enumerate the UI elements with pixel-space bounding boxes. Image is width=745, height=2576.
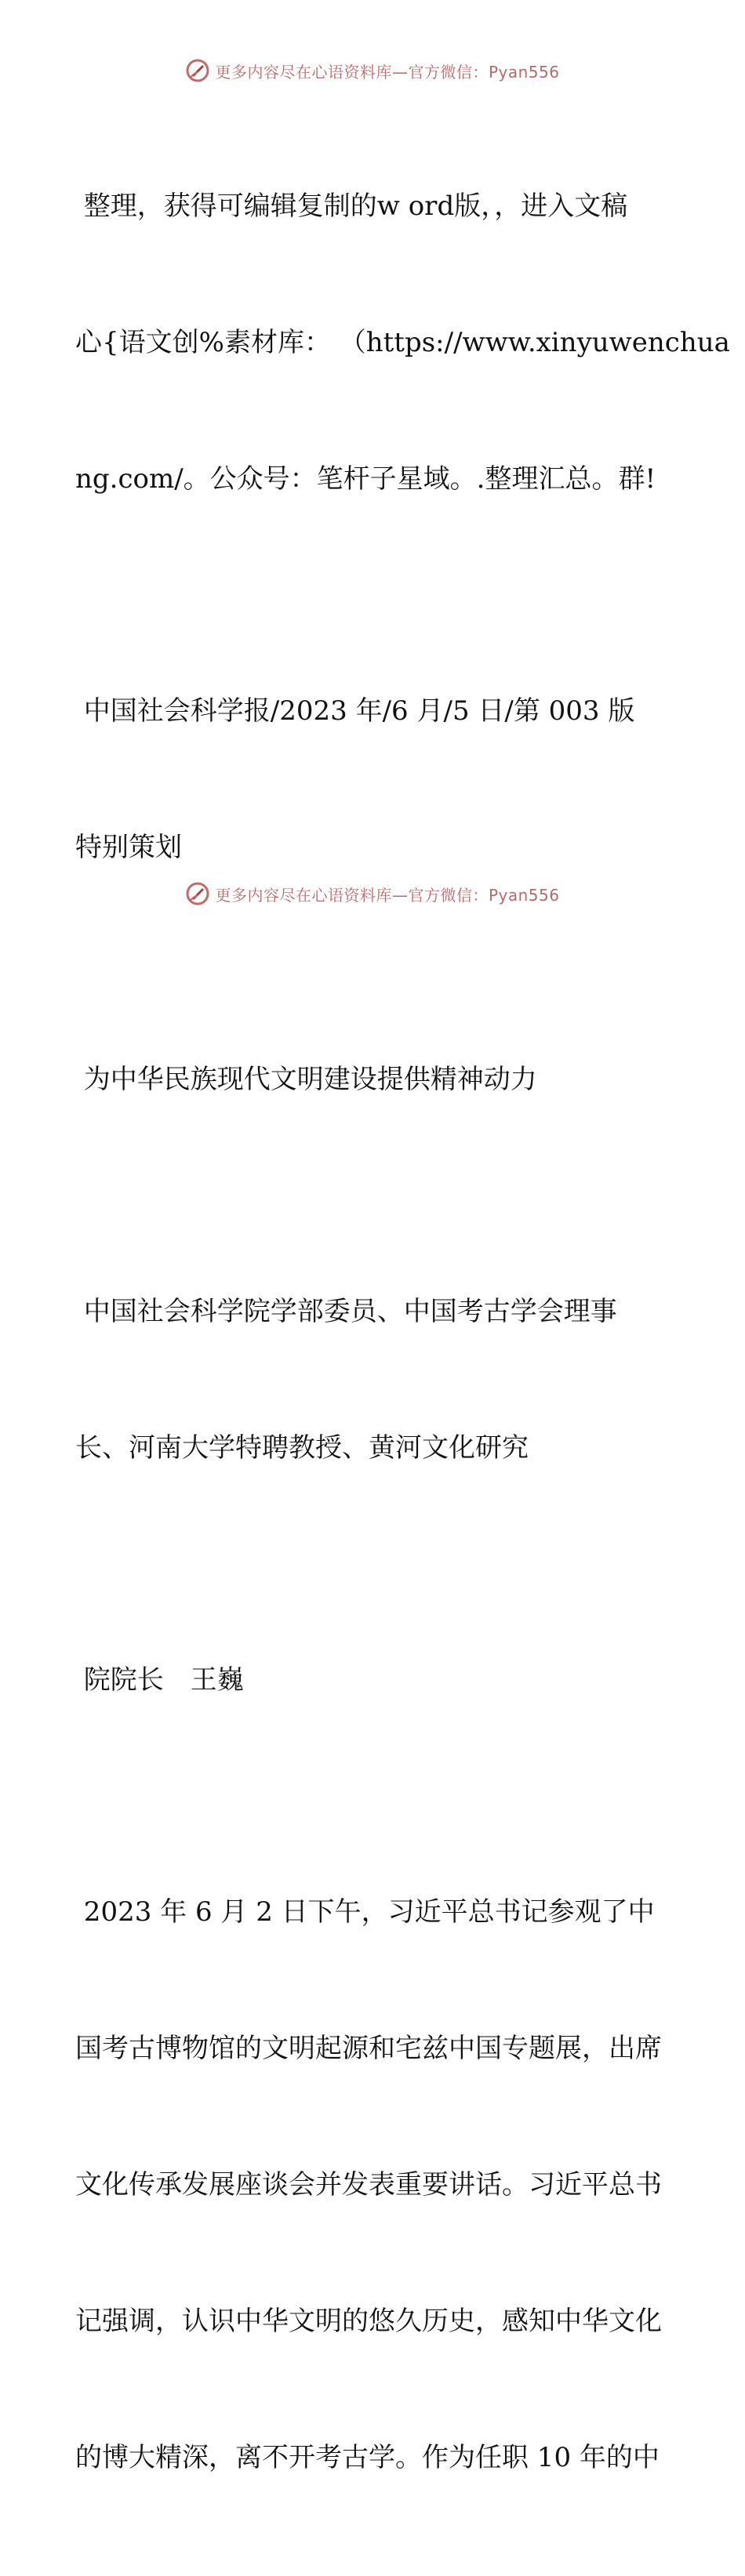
footer-watermark-banner bbox=[0, 878, 745, 909]
source-line: 特别策划 bbox=[75, 832, 182, 863]
body-line: 的博大精深，离不开考古学。作为任职 10 年的中 bbox=[75, 2442, 660, 2473]
pen-swirl-logo-icon bbox=[185, 58, 210, 83]
title-line: 为中华民族现代文明建设提供精神动力 bbox=[75, 1064, 537, 1095]
body-line: 文化传承发展座谈会并发表重要讲话。习近平总书 bbox=[75, 2169, 662, 2200]
header-watermark-banner bbox=[0, 55, 745, 86]
watermark-text: 更多内容尽在心语资料库—官方微信：Pyan556 bbox=[215, 62, 560, 82]
body-line: 记强调，认识中华文明的悠久历史，感知中华文化 bbox=[75, 2306, 662, 2337]
author-affiliation bbox=[75, 1198, 671, 1562]
body-paragraph bbox=[75, 1798, 671, 2571]
intro-line: ng.com/。公众号：笔杆子星域。.整理汇总。群! bbox=[75, 463, 656, 495]
intro-line: 整理，获得可编辑复制的w ord版，，进入文稿 bbox=[75, 190, 628, 222]
watermark-text: 更多内容尽在心语资料库—官方微信：Pyan556 bbox=[215, 885, 560, 905]
author-name bbox=[75, 1566, 671, 1794]
document-body bbox=[75, 93, 730, 2576]
body-line: 国考古博物馆的文明起源和宅兹中国专题展，出席 bbox=[75, 2033, 662, 2064]
source-line: 中国社会科学报/2023 年/6 月/5 日/第 003 版 bbox=[75, 695, 635, 727]
affiliation-line: 长、河南大学特聘教授、黄河文化研究 bbox=[75, 1432, 529, 1464]
article-title bbox=[75, 966, 671, 1193]
body-line: 2023 年 6 月 2 日下午，习近平总书记参观了中 bbox=[75, 1896, 655, 1928]
pen-swirl-logo-icon bbox=[185, 881, 210, 906]
affiliation-line: 中国社会科学院学部委员、中国考古学会理事 bbox=[75, 1296, 617, 1327]
intro-line: 心{语文创%素材库： （https://www.xinyuwenchua bbox=[75, 327, 730, 358]
author-name-line: 院院长 王巍 bbox=[75, 1664, 244, 1696]
intro-paragraph bbox=[75, 93, 730, 593]
